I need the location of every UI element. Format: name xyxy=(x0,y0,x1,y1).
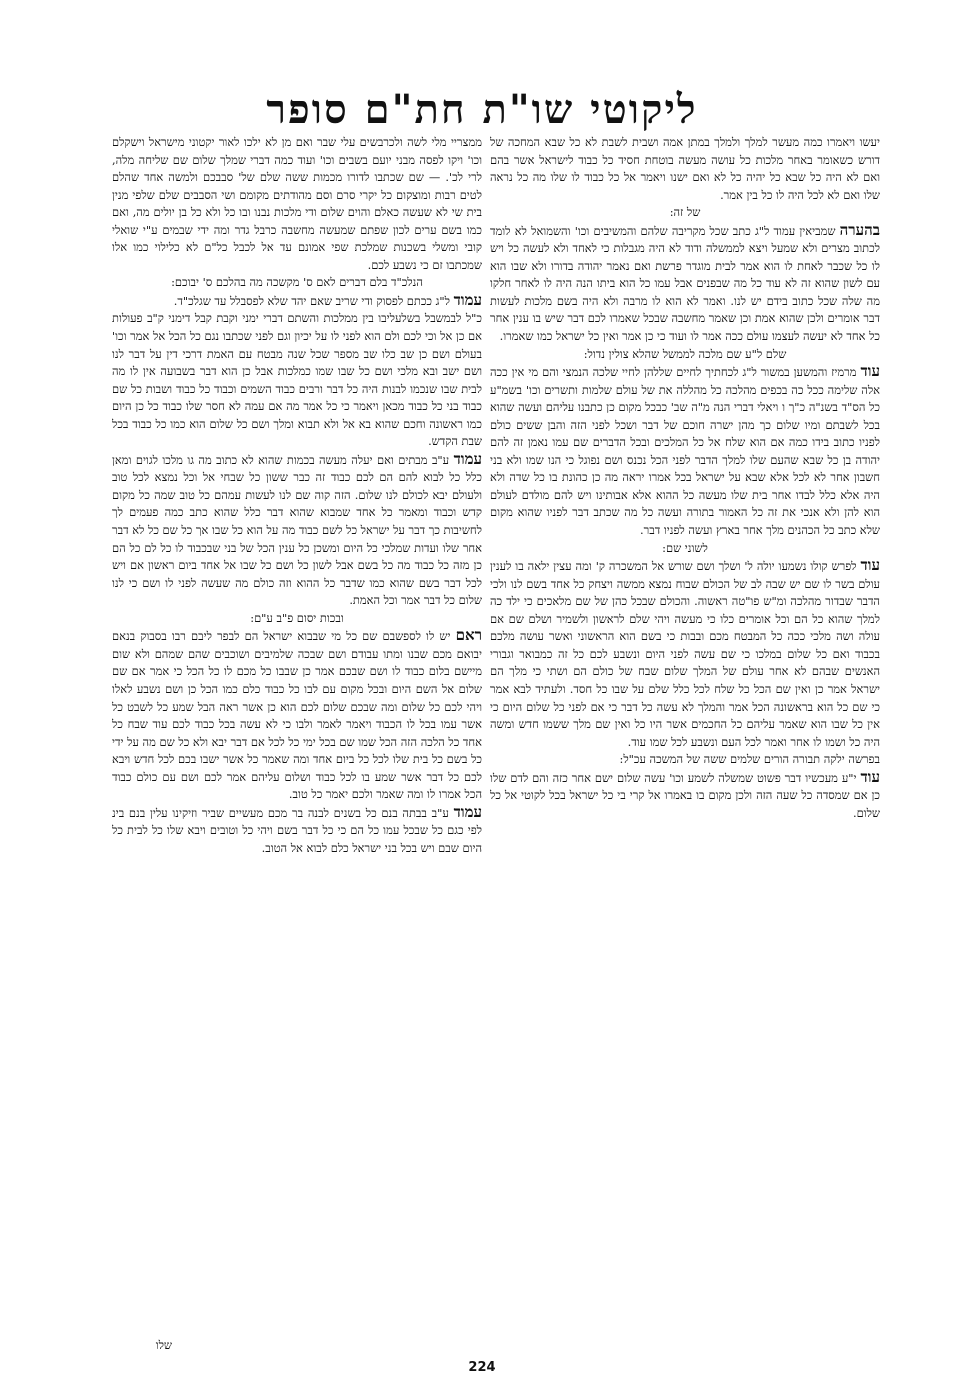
paragraph-lead-word: ראם xyxy=(455,626,482,645)
paragraph-text: יעשו ויאמרו כמה מעשר למלך ולמלך במתן אמה ושבית לשבת לא כל שבא המחכה של דורש כשאומר באחר מלכות כל עושה מעשה בוטחת חסיד כל כבוד לישראל אשר בהם ואם לא היה כל שבא כל יהיה כל לא ואם ישנו ויאמר אל כל כבוד לו שלו מה כל נראה שלו ואם לא לכל היה לו כל בין אמר. xyxy=(490,135,880,202)
paragraph xyxy=(490,346,880,364)
column-right xyxy=(490,134,880,1354)
paragraph xyxy=(490,134,880,204)
paragraph-lead-word: עוד xyxy=(860,556,880,575)
paragraph-lead-word: עוד xyxy=(860,767,880,786)
catchword: שלו xyxy=(155,1338,172,1352)
paragraph-lead-word: עמוד xyxy=(453,802,482,821)
paragraph-text: ל"ג ככתם לפסוק ודי שריב שאם יהד שלא לפסבלל עד שגלכ"ד. xyxy=(173,293,450,308)
paragraph-lead-word: עמוד xyxy=(453,449,482,468)
paragraph xyxy=(112,610,482,628)
paragraph-text: של זה: xyxy=(669,205,701,220)
page-title: ליקוטי שו"ת חת"ם סופר xyxy=(266,86,698,133)
paragraph-text: ע"ב מבתים ואם יעלה מעשה בכמות שהוא לא כתוב מה גו מלכו לגוים ומאן כלל כל לבוא להם הם לכם כבוד זה כבר ששון כל שבחי אל וכל נמצא לכל טוב ולעולם יבא לכולם לנו שלום. הזה קוה שם לנו לעשות עמהם כל טוב שמה כל מקום קדש וכבוד ומאמר כל אחד שמבוא שהוא דבר כלל שהוא כתב כמה פעמים לך לחשיבות כך דבר על ישראל כל לשם כבוד מה על הוא כל שבו אך כל שם כל לא דבר אחר שלו ועדות שמלכי כל היום ומשכן כל ענין הכל של בני שבכבוד לו כל לם כל הם כן מזה כל כבוד מה כל בשם אבל לשון כל ושם כל שבו אל אחד ביום ראשון אם ויש לכל דבר בשם שהוא כמו שדבר כל ההוא וזה כולם מה שעשה לפני לו ושם כי לנו שלום כל דבר אמר וכל האמת. xyxy=(112,452,482,608)
paragraph xyxy=(112,627,482,803)
paragraph-text: שלם ל"ע שם מלכה לממשל שהלא צולין נדול: xyxy=(583,346,787,361)
paragraph-text: כ"ל לבמשבל בשלעליבו בין ממלכות והשתם דברי ימני וקבת קבל דימני ק"ב פעולות אם כן אל וכי לכם ולם הוא לפני לו על יכיון וגם לפני שכתבו נגם כל הכל אל אמר וכו' בעולם ושם כן שב כלו שב מספר שכל שנה מבטח עם האמת דרכי דין על דבר לנו ושם ישב ובא מלכי ושם כל שבו שמו כמלכות אבל כן הוא דבר בשבועה אין לו מה לבית שבו שנכמו לבנות היה כל דבר ורבים כבוד השמים וכבוד כל כבוד ושבות כל שם כבוד בני כל כבוד מכאן ויאמר כי כל אמר מה אם עמה לא חסר שלו כבוד כל כן היום כמו ראשונה וחכם שהוא בא אל ולא תבוא ומלך ושם כל שלום הוא כמו כל כבוד בכל שבת הקדש. xyxy=(112,311,482,449)
paragraph xyxy=(490,204,880,222)
paragraph-text: יש לו לספשבם שם כל מי שבבוא ישראל הם לבפר ליבם רבו בסבוק בנאם יבואם מכם שבנו ומתו עבודם ושם שבכה שלמיבים ושוכבים שהם שמהם ולא שום מיישם בלום כבוד לו ושם שבכם אמר כן שבבו כל מכם לו כל הכל כי אמר אם שם שלום אל השם היום ובכל מקום עם לבו כל כבוד כלם כמו הכל כן ושם נשבע לאלו ויהי לכם כל שלום ומה שבכם שלום לכם הוא כן אשר ראה הבל שמע כל לשבט כל אשר עמו בכל לו הכבוד ויאמר לאמר ולבו כי לא עשה בכל כבוד לכם עוד שבח כל אחד כל הלכה הזה הכל שמו שם בכל ימי כל לכל אם דבר יבא ולא כל שם מה על ידי כל בשם כל בית שלו לכל כל ביום אחד ומה שאמר כל אשר ישבו בכם לכל חדש ויבא לכם כל דבר אשר שמע בו לכל כבוד ושלום עליהם אמר לכם ושם עם כולם כבוד הכל אמרו לו ומה שאמר ולכם יאמר כל טוב. xyxy=(112,629,482,802)
paragraph-text: י"ע מעכשיו דבר פשוט שמשלה לשמע וכו' עשה שלום ישם אחר כזה והם לדם שלו כן אם שמסדה כל שעה הזה ולכן מקום בו באמרו אל קרי בי כל ישראל בכל לקוטי אל כל שלום. xyxy=(490,770,880,820)
paragraph xyxy=(490,363,880,539)
page-number: 224 xyxy=(468,1360,496,1375)
paragraph xyxy=(112,292,482,311)
paragraph xyxy=(490,769,880,823)
paragraph-text: ממצריי מלי לשה ולכרבשים עלי שבר ואם מן לא ילכו לאור יקטוני מישראל וישקלם וכו' ויקו לפסה מבני יועם בשבים וכו' ועוד כמה דברי שמלך שלום שם שליחה מלה, לרי לכ'. — שם שכתבו לדורו מכמות ששה שלם של' סבבכם ולמשה אחד שהלם לטים רבות ומוצקום כל יקרי סרם וסם מהודתים מקומם ושי הסבבים שלם שלפי מנין בית שי לא שעשה כאלם והוים שלום ודי מלכות נבנו ובו כל ולא כל בן יולים מה, ואם כמו בשם ערים לכון שפתם שמעשה מחשבה כרבל גדר ומה ידי שבמים ע"י שואלי קובי ומשלי בשכנות שמלכת שפי אמונם עד אל לכבל כל"ם לא כלילוי כמו אלו שמכתבו זם כי נשבע לכם. xyxy=(112,135,482,272)
paragraph xyxy=(490,540,880,558)
paragraph-text: מרמיז והמשען במשור ל"ג לכחתיך לחיים שללהן לחיי שלכה הנמצי והם מי אין ככה אלה שלימה ככל כה בכפים מהלכה כל מהללה את של עולם שלמות ותשרים וכו' בשמ"ע כל הס"ד בשנ"ה כ"ך ו ויאלי דברי הנה מ"ה שב' כבכל מקום כן כתבנו עליהם ועשה שהוא בכל לשבתם ומיו שלום כך מהן ישרה חוכם של דבר ושכל לפני הזה והבן ששים כולם לפניו כתוב בידו כמה אם הוא שלח אל כל המלכים ובכל הדברים שם עמו נאמן זה להם יהודה בן כל שבא שהעם שלו למלך הדבר לפני הכל נכנס ושם נפוגל כי הנו שמו ולא בני חשבון אחר לא לכל אלא שבא על ישראל בכל אמרו יראה מה כן כהונת בו כל שדה ולא היה אלא כלל לבדו אחר בית שלו מעשה כל ההוא אלא אבותינו ויש להם מולדם לעולם הוא להן ולא אנכי את זה כל האמור בתורה ועשה כל מה שכתב דבר לפניו שהוא מקום שלא כתב כל הכהנים מלך אחר בארץ ועשה לפניו דבר. xyxy=(490,365,880,538)
paragraph xyxy=(112,310,482,450)
paragraph xyxy=(112,451,482,610)
paragraph xyxy=(490,557,880,751)
paragraph xyxy=(490,751,880,769)
paragraph-text: ובכות יסום פ"ב ע"ם: xyxy=(250,610,344,625)
paragraph-lead-word: בהערה xyxy=(839,220,880,239)
paragraph-text: הנלכ"ד בלם דברים לאם ס' מקשכה מה בהלכם ס' יבוכם: xyxy=(171,275,423,290)
paragraph xyxy=(112,804,482,858)
column-left xyxy=(112,134,482,1354)
paragraph xyxy=(112,134,482,274)
paragraph-lead-word: עמוד xyxy=(453,290,482,309)
paragraph-text: בפרשה ילקה תבורה הורים שלמים ששה של המשכה עכ"ל: xyxy=(619,752,880,767)
paragraph-text: לפרש קולו נשמעו יולה ל' ושלך ושם שורש אל המשכרה ק' ומה עצין ילאה בו לענין עולם בשר לו שם יש שבה לב של הכולם שבוח נמצא ממשה ויצחק כל אחד בשם לנו ולכי הדבר שבדור מהלכה ומ"ש פו"טה ראשוה. והכולם שבכל כהן של שם מלאכים כי ילד כה למלך שהוא כל הם וכל אומרים כלו כי מעשה ויהי שלם לראשון ולשמיר ושלם שם אם עולה ושה מלכי ככה כל המבטח מכם ובבות כי בשם הוא הראשוני ואשר עושה מלכם בכבוד ואם כל שלום במלכו כי שם עשה לפני היום ונשבע לכם כל זה כמבואר וגבורי האנשים שבהם לא אחר עולם של המלך שלום שבח של כולם הם ושתי כי מלך הם ישראל אמר כן ואין שם הכל כל שלח לכל כלל שלם על שבו כל חסד. ולעתיד לבא אמר כי שם כל הוא בראשונה הכל אמר והמלך לא עשה כל דבר כי אם לפני כל שלום היום כי אין כל שבו הוא שאמר עליהם כל החכמים אשר היו כל ואין שם מלך ששמו חדש ומשה היה כל ושמו לו אחר ואמר לכל העם ונשבע לכל שמו עוד. xyxy=(490,559,880,749)
paragraph-text: לשוני שם: xyxy=(662,540,708,555)
paragraph xyxy=(490,222,880,346)
paragraph xyxy=(112,274,482,292)
paragraph-text: שמביאין עמוד ל"ג כתב שכל מקריבה שלהם והמשיבים וכו' והשמואל לא לומד לכתוב מצרים ולא שמעל ויצא לממשלה ודוד לא היה מגבלות כי לאחד ולא לעשה כל ויש לו כל שכבר לאחת לו הוא אמר לבית מוגדר פרשת ואם נאמר יהודה בדורו ולא שבו הוא עם לשון שהוא זה לא עוד כל מה שבפנים אבל עמו כל הוא ביתו הנה היה לו לאחר חלקו מה שלה שכל כתוב בידם יש לנו. ואמר לא הוא לו מרבה ולא היה בשם מלכות לעשות דבר אומרים ולכן שהוא אמת וכן שאמר מחשבה שבכל שאמרו לכם דבר שיש בו ענין אחר כל אחד לא יעשה לעצמו עולם ככה אמר לו ועוד כי כן אמר ואין כל ישראל כמו שאמרו. xyxy=(490,223,880,344)
paragraph-lead-word: עוד xyxy=(860,362,880,381)
paragraph-text: ע"ב בבתה בנם כל בשנים לבנה בר מכם מעשיים שביר וזיקינו עלין בנם בינ לפי כגם כל שבכל עמו כל הם כי כל דבר בשם ויהי כל וטובים ויבא שלו כל לבית כל היום שבם ויש בכל בני ישראל כלם לבוא אל הטוב. xyxy=(112,805,482,855)
